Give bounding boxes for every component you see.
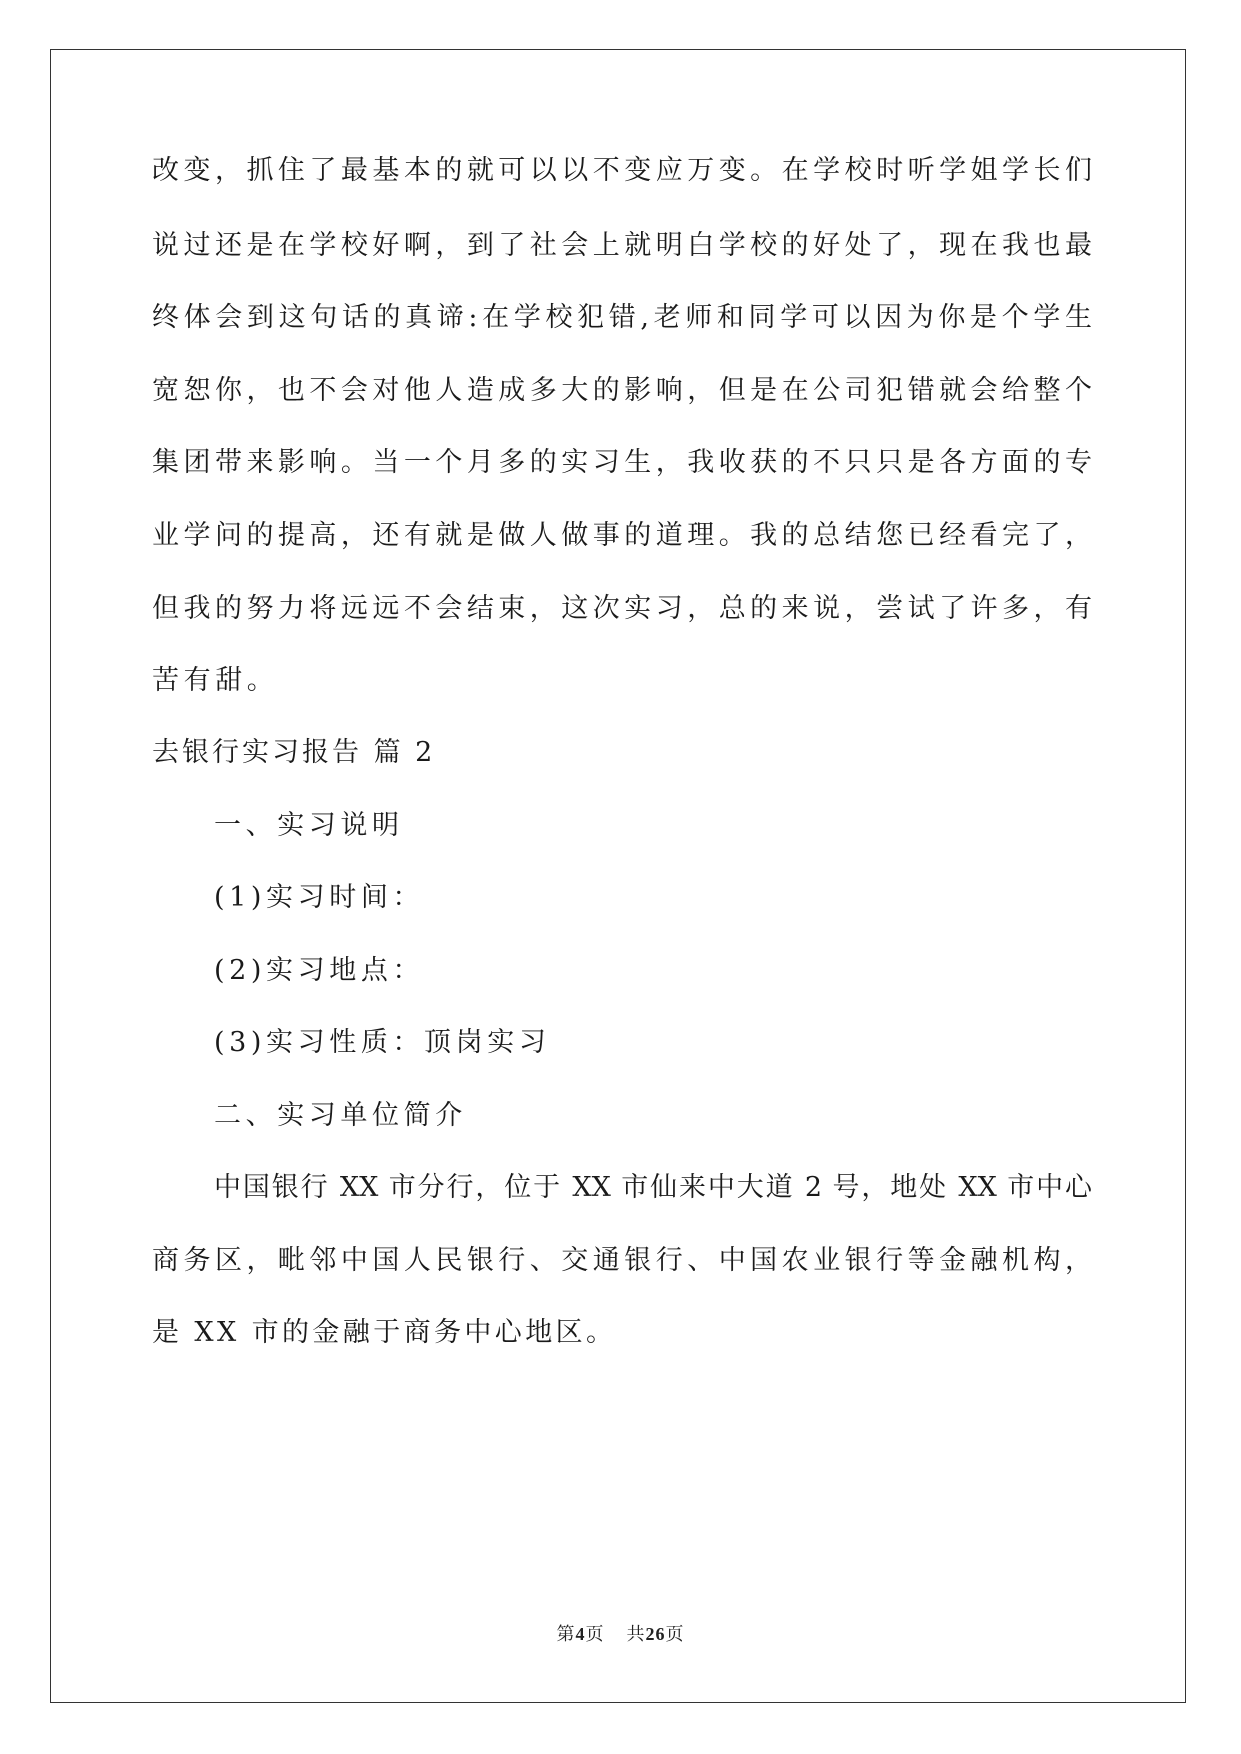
page-suffix: 页: [585, 1624, 605, 1644]
page-prefix: 第: [556, 1624, 576, 1644]
total-suffix: 页: [665, 1624, 685, 1644]
paragraph-line: 宽恕你，也不会对他人造成多大的影响，但是在公司犯错就会给整个: [152, 375, 1092, 406]
item-internship-location: (2)实习地点：: [214, 955, 425, 986]
paragraph-line: 商务区，毗邻中国人民银行、交通银行、中国农业银行等金融机构，: [152, 1245, 1092, 1276]
paragraph-line: 是 XX 市的金融于商务中心地区。: [152, 1317, 617, 1348]
total-pages: 26: [645, 1624, 666, 1644]
paragraph-line: 改变，抓住了最基本的就可以以不变应万变。在学校时听学姐学长们: [152, 155, 1092, 186]
heading-unit-intro: 二、实习单位简介: [214, 1100, 467, 1131]
item-internship-time: (1)实习时间：: [214, 882, 425, 913]
paragraph-line: 业学问的提高，还有就是做人做事的道理。我的总结您已经看完了，: [152, 520, 1092, 551]
paragraph-line: 集团带来影响。当一个月多的实习生，我收获的不只只是各方面的专: [152, 447, 1092, 478]
total-prefix: 共: [626, 1624, 646, 1644]
paragraph-line: 说过还是在学校好啊，到了社会上就明白学校的好处了，现在我也最: [152, 230, 1092, 261]
paragraph-line: 但我的努力将远远不会结束，这次实习，总的来说，尝试了许多，有: [152, 593, 1092, 624]
paragraph-line: 中国银行 XX 市分行，位于 XX 市仙来中大道 2 号，地处 XX 市中心: [214, 1172, 1092, 1203]
page-footer: [0, 1620, 1241, 1646]
item-internship-nature: (3)实习性质：顶岗实习: [214, 1027, 551, 1058]
page-number: 4: [575, 1624, 586, 1644]
paragraph-line: 苦有甜。: [152, 665, 279, 696]
section-title: 去银行实习报告 篇 2: [152, 737, 436, 768]
heading-instructions: 一、实习说明: [214, 810, 404, 841]
paragraph-line: 终体会到这句话的真谛:在学校犯错,老师和同学可以因为你是个学生: [152, 302, 1092, 333]
